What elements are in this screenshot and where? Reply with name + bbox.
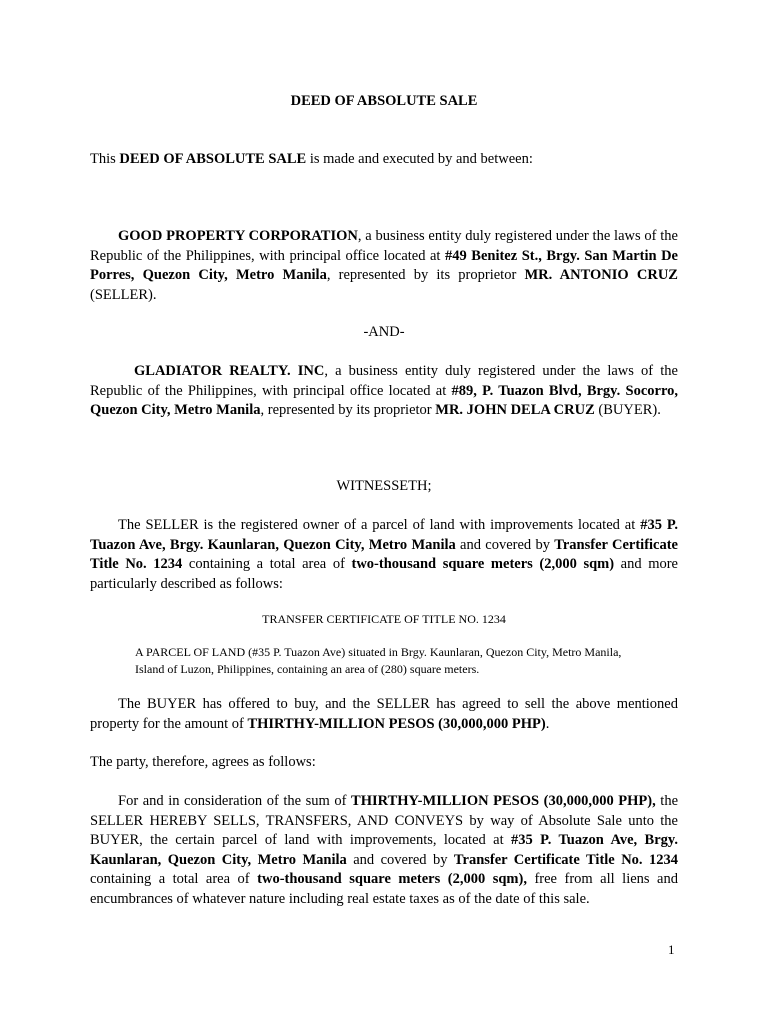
agrees-paragraph: The party, therefore, agrees as follows: [90,754,316,770]
document-title: DEED OF ABSOLUTE SALE [290,93,478,109]
and-separator: -AND- [363,324,405,340]
consideration-text1: For and in consideration of the sum of [118,793,352,809]
consideration-paragraph [90,792,678,910]
seller-paragraph [90,227,678,305]
ownership-text4: and more particularly described as follows: [90,556,678,592]
ownership-location: #35 P. Tuazon Ave, Brgy. Kaunlaran, Quezon City, Metro Manila [90,517,678,553]
buyer-text3: (BUYER). [594,402,661,419]
intro-paragraph [90,150,678,170]
buyer-paragraph [90,362,678,421]
seller-text1: , a business entity duly registered under the laws of the Republic of the Philippines, with principal office located at [90,228,678,264]
buyer-rep: MR. JOHN DELA CRUZ [435,402,595,419]
offer-paragraph [90,695,678,734]
seller-rep: MR. ANTONIO CRUZ [524,267,678,284]
consideration-text4: containing a total area of [90,871,258,888]
consideration-text3: and covered by [346,851,454,868]
consideration-area: two-thousand square meters (2,000 sqm), [257,871,527,888]
seller-text2: , represented by its proprietor [326,267,525,284]
seller-address: #49 Benitez St., Brgy. San Martin De Porres, Quezon City, Metro Manila [90,247,678,284]
ownership-title-ref: Transfer Certificate Title No. 1234 [90,536,678,573]
consideration-text5: free from all liens and encumbrances of whatever nature including real estate taxes as of the date of this sale. [90,871,678,907]
offer-amount: THIRTHY-MILLION PESOS (30,000,000 PHP) [247,715,546,732]
ownership-paragraph [90,516,678,594]
ownership-text1: The SELLER is the registered owner of a parcel of land with improvements located at [118,517,641,533]
buyer-text2: , represented by its proprietor [260,402,436,419]
consideration-location: #35 P. Tuazon Ave, Brgy. Kaunlaran, Quezon City, Metro Manila [90,832,678,868]
buyer-text1: , a business entity duly registered under the laws of the Republic of the Philippines, with principal office located at [90,363,678,399]
consideration-amount: THIRTHY-MILLION PESOS (30,000,000 PHP), [351,793,656,809]
buyer-name: GLADIATOR REALTY. INC [134,363,325,379]
intro-post: is made and executed by and between: [306,151,533,167]
witnesseth-heading: WITNESSETH; [336,478,432,494]
intro-pre: This [90,151,120,167]
ownership-text2: and covered by [455,536,555,553]
ownership-area: two-thousand square meters (2,000 sqm) [351,556,615,573]
buyer-address: #89, P. Tuazon Blvd, Brgy. Socorro, Quezon City, Metro Manila [90,382,678,419]
consideration-text2: the SELLER HEREBY SELLS, TRANSFERS, AND CONVEYS by way of Absolute Sale unto the BUYER, the certain parcel of land with improvements, located at [90,793,679,849]
intro-bold: DEED OF ABSOLUTE SALE [119,151,307,167]
offer-text2: . [545,715,550,732]
tct-heading: TRANSFER CERTIFICATE OF TITLE NO. 1234 [262,612,506,626]
seller-name: GOOD PROPERTY CORPORATION [118,228,358,244]
consideration-title-ref: Transfer Certificate Title No. 1234 [453,851,678,868]
tct-description: A PARCEL OF LAND (#35 P. Tuazon Ave) situated in Brgy. Kaunlaran, Quezon City, Metro Manila, Island of Luzon, Philippines, containing an area of (280) square meters. [135,645,622,676]
offer-text1: The BUYER has offered to buy, and the SELLER has agreed to sell the above mentioned property for the amount of [90,696,678,732]
ownership-text3: containing a total area of [182,556,352,573]
seller-text3: (SELLER). [90,286,157,303]
page-number: 1 [668,942,675,957]
